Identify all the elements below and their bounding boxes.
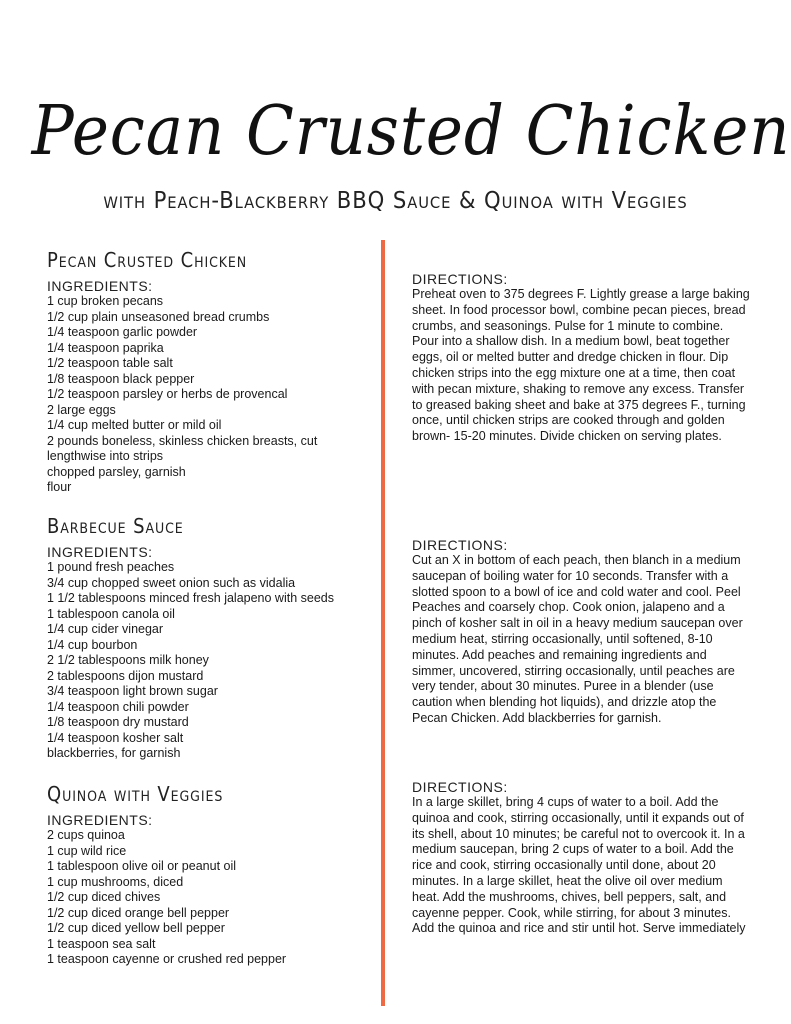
ingredient-item: 1/4 cup melted butter or mild oil	[47, 418, 222, 432]
ingredient-item: 1/2 teaspoon parsley or herbs de provencal	[47, 387, 288, 401]
section-bbq-directions	[412, 537, 752, 727]
ingredients-label: INGREDIENTS:	[47, 812, 153, 828]
ingredient-item: 1 teaspoon cayenne or crushed red pepper	[47, 952, 287, 966]
column-divider	[381, 240, 385, 1006]
ingredient-item: 2 cups quinoa	[47, 828, 125, 842]
ingredient-item: flour	[47, 480, 72, 494]
ingredient-item: 1 tablespoon olive oil or peanut oil	[47, 859, 237, 873]
ingredient-item: 1/4 teaspoon kosher salt	[47, 730, 184, 745]
ingredient-item: 1 1/2 tablespoons minced fresh jalapeno with seeds	[47, 591, 334, 605]
ingredient-item: 1/2 teaspoon table salt	[47, 356, 173, 370]
ingredient-item: 1/2 cup diced orange bell pepper	[47, 905, 230, 920]
ingredient-item: 1/4 cup cider vinegar	[47, 622, 164, 636]
section-quinoa-directions	[412, 779, 752, 937]
ingredient-item: blackberries, for garnish	[47, 746, 181, 760]
section-chicken-ingredients	[47, 248, 377, 496]
ingredient-item: 1 teaspoon sea salt	[47, 936, 156, 951]
ingredient-item: 3/4 teaspoon light brown sugar	[47, 684, 218, 698]
ingredient-list	[47, 560, 377, 762]
ingredient-item: 1/4 cup bourbon	[47, 637, 138, 652]
recipe-subtitle: with Peach-Blackberry BBQ Sauce & Quinoa with Veggies	[103, 188, 688, 214]
recipe-title: Pecan Crusted Chicken	[31, 92, 791, 171]
ingredient-item: 1 cup wild rice	[47, 843, 127, 858]
ingredient-item: 2 large eggs	[47, 402, 116, 417]
ingredient-item: chopped parsley, garnish	[47, 464, 186, 479]
directions-label: DIRECTIONS:	[412, 537, 508, 553]
ingredient-item: 1 pound fresh peaches	[47, 560, 175, 574]
directions-label: DIRECTIONS:	[412, 271, 508, 287]
ingredient-list	[47, 294, 377, 496]
ingredient-item: 1/2 cup diced yellow bell pepper	[47, 921, 225, 935]
ingredient-list	[47, 828, 377, 968]
directions-label: DIRECTIONS:	[412, 779, 508, 795]
directions-text: Cut an X in bottom of each peach, then blanch in a medium saucepan of boiling water for 10 seconds. Transfer with a slotted spoon to a bowl of ice and cold water and cool. Peel Peaches and coarsely chop. Cook onion, jalapeno and a pinch of kosher salt in oil in a heavy medium saucepan over medium heat, stirring occasionally, until softened, 8-10 minutes. Add peaches and remaining ingredients and simmer, uncovered, stirring occasionally, until peaches are very tender, about 30 minutes. Puree in a blender (use caution when blending hot liquids), and drizzle atop the Pecan Chicken. Add blackberries for garnish.	[412, 553, 743, 725]
section-quinoa-ingredients	[47, 782, 377, 968]
ingredient-item: 1/4 teaspoon paprika	[47, 340, 164, 355]
ingredient-item: 2 pounds boneless, skinless chicken breasts, cut lengthwise into strips	[47, 433, 318, 463]
ingredient-item: 1/4 teaspoon chili powder	[47, 699, 189, 714]
ingredient-item: 1 tablespoon canola oil	[47, 606, 175, 621]
section-bbq-ingredients	[47, 514, 377, 762]
ingredient-item: 1/2 cup diced chives	[47, 890, 161, 904]
section-chicken-directions	[412, 271, 752, 445]
section-heading: Quinoa with Veggies	[47, 782, 224, 806]
ingredients-label: INGREDIENTS:	[47, 544, 153, 560]
section-heading: Barbecue Sauce	[47, 514, 184, 538]
ingredient-item: 1 cup mushrooms, diced	[47, 874, 184, 889]
ingredient-item: 2 1/2 tablespoons milk honey	[47, 653, 209, 667]
ingredient-item: 1/8 teaspoon dry mustard	[47, 715, 189, 729]
ingredient-item: 3/4 cup chopped sweet onion such as vidalia	[47, 575, 296, 590]
directions-text: In a large skillet, bring 4 cups of water to a boil. Add the quinoa and cook, stirring occasionally, until it expands out of its shell, about 10 minutes; be careful not to overcook it. In a medium saucepan, bring 2 cups of water to a boil. Add the rice and cook, stirring occasionally until done, about 20 minutes. In a large skillet, heat the olive oil over medium heat. Add the mushrooms, chives, bell peppers, salt, and cayenne pepper. Cook, while stirring, for about 3 minutes. Add the quinoa and rice and stir until hot. Serve immediately	[412, 795, 746, 936]
ingredient-item: 1/2 cup plain unseasoned bread crumbs	[47, 309, 270, 324]
ingredient-item: 1 cup broken pecans	[47, 294, 164, 308]
ingredient-item: 2 tablespoons dijon mustard	[47, 668, 204, 683]
directions-text: Preheat oven to 375 degrees F. Lightly grease a large baking sheet. In food processor bowl, combine pecan pieces, bread crumbs, and seasonings. Pulse for 1 minute to combine. Pour into a shallow dish. In a medium bowl, beat together eggs, oil or melted butter and dredge chicken in flour. Dip chicken strips into the egg mixture one at a time, then coat with pecan mixture, shaking to remove any excess. Transfer to greased baking sheet and bake at 375 degrees F., turning once, until chicken strips are cooked through and golden brown- 15-20 minutes. Divide chicken on serving plates.	[412, 287, 750, 444]
ingredient-item: 1/8 teaspoon black pepper	[47, 371, 195, 386]
ingredients-label: INGREDIENTS:	[47, 278, 153, 294]
ingredient-item: 1/4 teaspoon garlic powder	[47, 325, 198, 339]
section-heading: Pecan Crusted Chicken	[47, 248, 248, 272]
